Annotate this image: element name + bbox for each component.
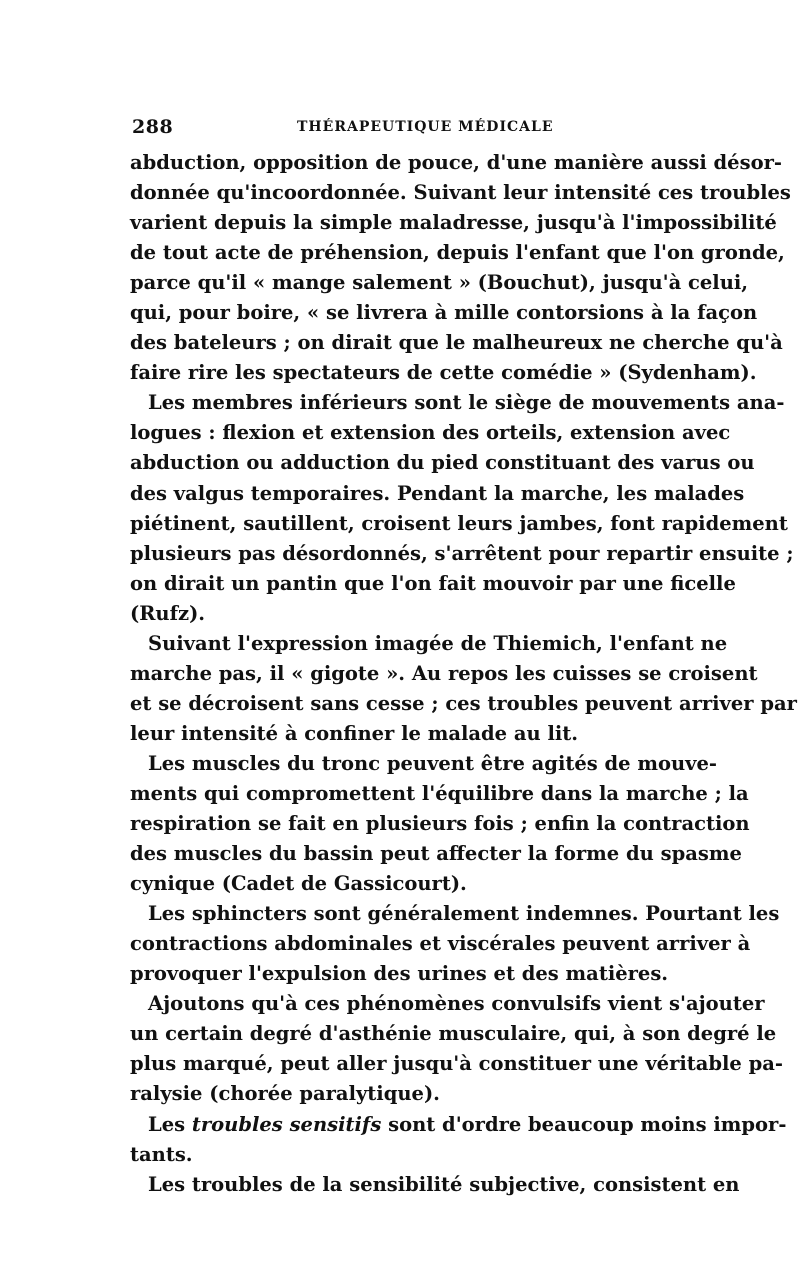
text-line: abduction ou adduction du pied constituant des varus ou xyxy=(130,451,755,475)
running-title: THÉRAPEUTIQUE MÉDICALE xyxy=(297,119,554,135)
text-line: de tout acte de préhension, depuis l'enfant que l'on gronde, xyxy=(130,241,785,265)
text-line: des valgus temporaires. Pendant la marche, les malades xyxy=(130,481,745,505)
text-line: des bateleurs ; on dirait que le malheureux ne cherche qu'à xyxy=(130,331,783,355)
text-line: (Rufz). xyxy=(130,601,206,625)
text-line xyxy=(130,1110,787,1140)
text-line: leur intensité à confiner le malade au lit. xyxy=(130,721,579,745)
text-run: sont d'ordre beaucoup moins impor- xyxy=(381,1112,787,1136)
text-line: parce qu'il « mange salement » (Bouchut), jusqu'à celui, xyxy=(130,271,749,295)
text-line: tants. xyxy=(130,1142,193,1166)
text-line: ralysie (chorée paralytique). xyxy=(130,1082,440,1106)
text-line: Suivant l'expression imagée de Thiemich, l'enfant ne xyxy=(148,631,728,655)
text-line: abduction, opposition de pouce, d'une manière aussi désor- xyxy=(130,151,782,174)
text-line: plus marqué, peut aller jusqu'à constituer une véritable pa- xyxy=(130,1052,783,1076)
text-line: et se décroisent sans cesse ; ces troubles peuvent arriver par xyxy=(130,691,797,715)
text-line: provoquer l'expulsion des urines et des matières. xyxy=(130,962,669,986)
text-run: Les xyxy=(148,1112,192,1136)
text-line: Les troubles de la sensibilité subjective, consistent en xyxy=(148,1172,740,1196)
text-line: plusieurs pas désordonnés, s'arrêtent pour repartir ensuite ; xyxy=(130,541,794,565)
text-line: Ajoutons qu'à ces phénomènes convulsifs vient s'ajouter xyxy=(148,992,765,1016)
text-line: Les membres inférieurs sont le siège de mouvements ana- xyxy=(148,391,785,415)
text-line: qui, pour boire, « se livrera à mille contorsions à la façon xyxy=(130,301,758,325)
page-number: 288 xyxy=(132,116,174,138)
text-line: varient depuis la simple maladresse, jusqu'à l'impossibilité xyxy=(130,211,777,235)
text-line: donnée qu'incoordonnée. Suivant leur intensité ces troubles xyxy=(130,181,791,205)
text-line: contractions abdominales et viscérales peuvent arriver à xyxy=(130,932,751,956)
text-line: Les sphincters sont généralement indemnes. Pourtant les xyxy=(148,902,780,926)
text-line: un certain degré d'asthénie musculaire, qui, à son degré le xyxy=(130,1022,777,1046)
text-line: cynique (Cadet de Gassicourt). xyxy=(130,872,467,896)
text-line: ments qui compromettent l'équilibre dans la marche ; la xyxy=(130,781,749,805)
text-line: Les muscles du tronc peuvent être agités de mouve- xyxy=(148,751,718,775)
text-line: respiration se fait en plusieurs fois ; enfin la contraction xyxy=(130,812,750,836)
page-header xyxy=(132,116,672,140)
text-line: logues : flexion et extension des orteils, extension avec xyxy=(130,421,731,445)
text-line: des muscles du bassin peut affecter la forme du spasme xyxy=(130,842,742,866)
body-text xyxy=(130,148,797,1200)
emphasis-text: troubles sensitifs xyxy=(191,1112,382,1136)
text-line: faire rire les spectateurs de cette comédie » (Sydenham). xyxy=(130,361,757,385)
text-line: piétinent, sautillent, croisent leurs jambes, font rapidement xyxy=(130,511,788,535)
text-line: marche pas, il « gigote ». Au repos les cuisses se croisent xyxy=(130,661,758,685)
text-line: on dirait un pantin que l'on fait mouvoir par une ficelle xyxy=(130,571,736,595)
